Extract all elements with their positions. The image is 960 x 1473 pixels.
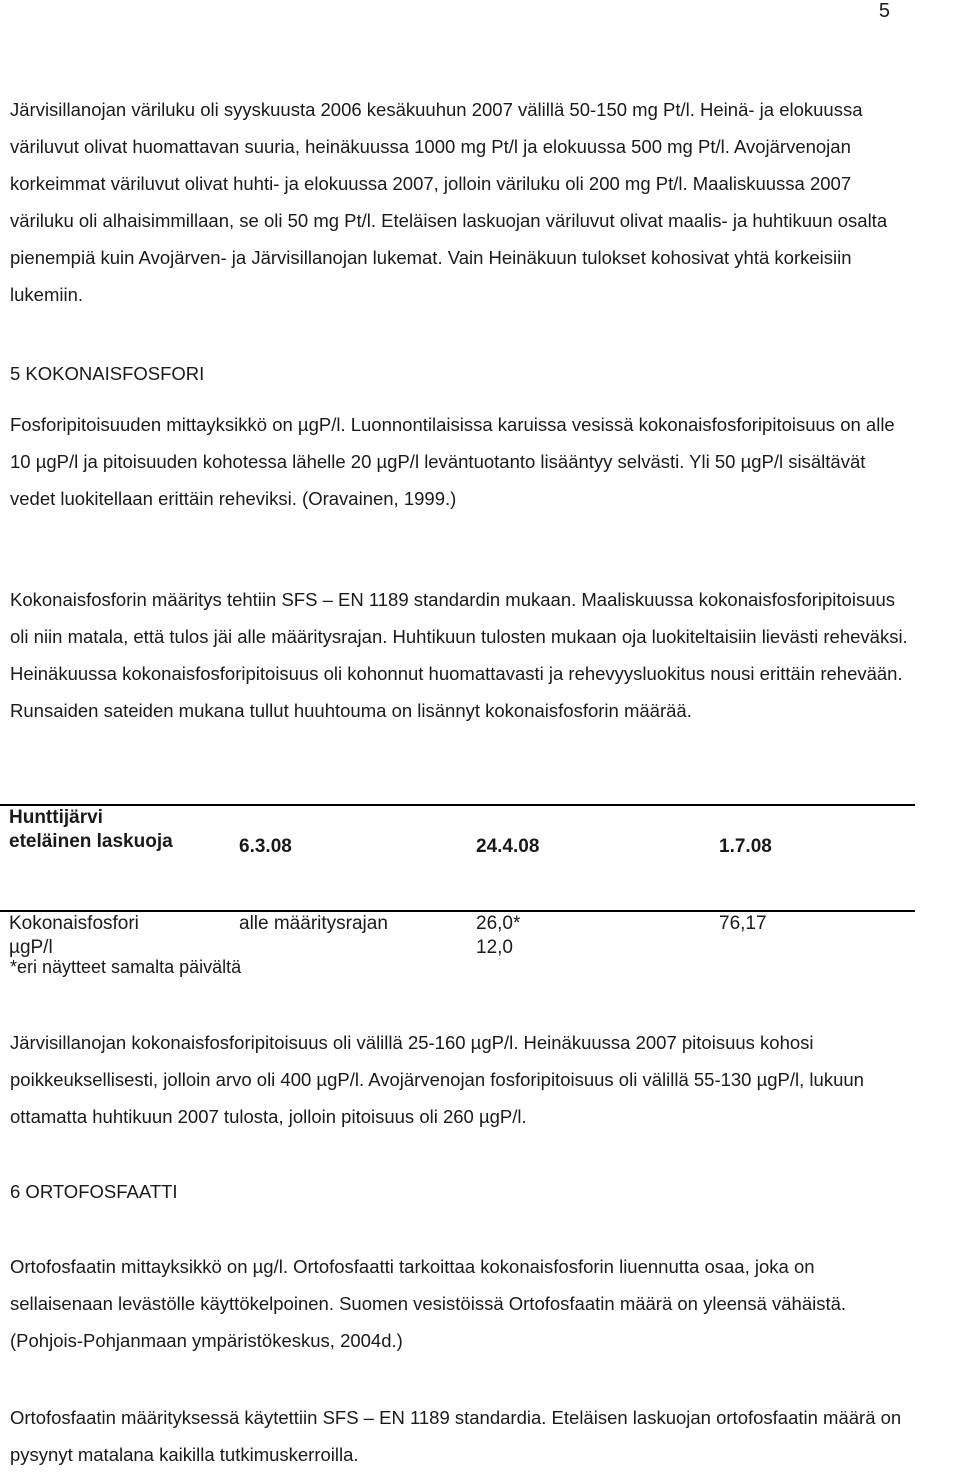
table-title-line1: Hunttijärvi (9, 807, 103, 828)
paragraph-fosforipitoisuus (10, 406, 910, 517)
table-footnote: *eri näytteet samalta päivältä (10, 957, 242, 977)
date-header: 6.3.08 (239, 805, 476, 911)
date-header: 1.7.08 (719, 805, 915, 911)
row-label (0, 911, 239, 960)
results-table (0, 804, 915, 960)
table-title (0, 805, 239, 911)
table-cell: 76,17 (719, 913, 767, 934)
page-number: 5 (878, 0, 890, 22)
table-cell: alle määritysrajan (239, 913, 388, 934)
table-cell (476, 911, 719, 960)
paragraph-ortofosfaatti (10, 1248, 910, 1359)
cell-value-line2: 12,0 (476, 937, 513, 958)
heading-text: 5 KOKONAISFOSFORI (10, 363, 205, 384)
paragraph-text: Ortofosfaatin määrityksessä käytettiin SFS – EN 1189 standardia. Eteläisen laskuojan ortofosfaatin määrä on pysynyt matalana kaikilla tutkimuskerroilla. (10, 1407, 902, 1465)
row-label-line2: µgP/l (9, 937, 53, 958)
paragraph-ortofosfaatti-maaritys (10, 1399, 910, 1473)
heading-text: 6 ORTOFOSFAATTI (10, 1181, 178, 1202)
paragraph-maaritys (10, 581, 910, 729)
paragraph-text: Ortofosfaatin mittayksikkö on µg/l. Ortofosfaatti tarkoittaa kokonaisfosforin liuennutta osaa, joka on sellaisenaan levästölle käyttökelpoinen. Suomen vesistöissä Ortofosfaatin määrä on yleensä vähäistä. (Pohjois-Pohjanmaan ympäristökeskus, 2004d.) (10, 1256, 847, 1351)
paragraph-text: Fosforipitoisuuden mittayksikkö on µgP/l. Luonnontilaisissa karuissa vesissä kokonaisfosforipitoisuus on alle 10 µgP/l ja pitoisuuden kohotessa lähelle 20 µgP/l leväntuotanto lisääntyy selvästi. Yli 50 µgP/l sisältävät vedet luokitellaan erittäin reheviksi. (Oravainen, 1999.) (10, 414, 895, 509)
table-header-row (0, 805, 915, 911)
cell-value-line1: 26,0* (476, 913, 521, 934)
date-header: 24.4.08 (476, 805, 719, 911)
section-heading-kokonaisfosfori (10, 362, 910, 386)
table-title-line2: eteläinen laskuoja (9, 831, 173, 852)
paragraph-text: Järvisillanojan väriluku oli syyskuusta 2006 kesäkuuhun 2007 välillä 50-150 mg Pt/l. Heinä- ja elokuussa väriluvut olivat huomattavan suuria, heinäkuussa 1000 mg Pt/l ja elokuussa 500 mg Pt/l. Avojärvenojan korkeimmat väriluvut olivat huhti- ja elokuussa 2007, jolloin väriluku oli 200 mg Pt/l. Maaliskuussa 2007 väriluku oli alhaisimmillaan, se oli 50 mg Pt/l. Eteläisen laskuojan väriluvut olivat maalis- ja huhtikuun osalta pienempiä kuin Avojärven- ja Järvisillanojan lukemat. Vain Heinäkuun tulokset kohosivat yhtä korkeisiin lukemiin. (10, 99, 888, 305)
section-heading-ortofosfaatti (10, 1180, 910, 1204)
paragraph-text: Kokonaisfosforin määritys tehtiin SFS – EN 1189 standardin mukaan. Maaliskuussa kokonaisfosforipitoisuus oli niin matala, että tulos jäi alle määritysrajan. Huhtikuun tulosten mukaan oja luokiteltaisiin lievästi reheväksi. Heinäkuussa kokonaisfosforipitoisuus oli kohonnut huomattavasti ja rehevyysluokitus nousi erittäin rehevään. Runsaiden sateiden mukana tullut huuhtouma on lisännyt kokonaisfosforin määrää. (10, 589, 908, 721)
paragraph-text: Järvisillanojan kokonaisfosforipitoisuus oli välillä 25-160 µgP/l. Heinäkuussa 2007 pitoisuus kohosi poikkeuksellisesti, jolloin arvo oli 400 µgP/l. Avojärvenojan fosforipitoisuus oli välillä 55-130 µgP/l, lukuun ottamatta huhtikuun 2007 tulosta, jolloin pitoisuus oli 260 µgP/l. (10, 1032, 864, 1127)
table-row (0, 911, 915, 960)
paragraph-jarvisillanoja (10, 1024, 910, 1135)
row-label-line1: Kokonaisfosfori (9, 913, 139, 934)
paragraph-variluku (10, 91, 910, 313)
